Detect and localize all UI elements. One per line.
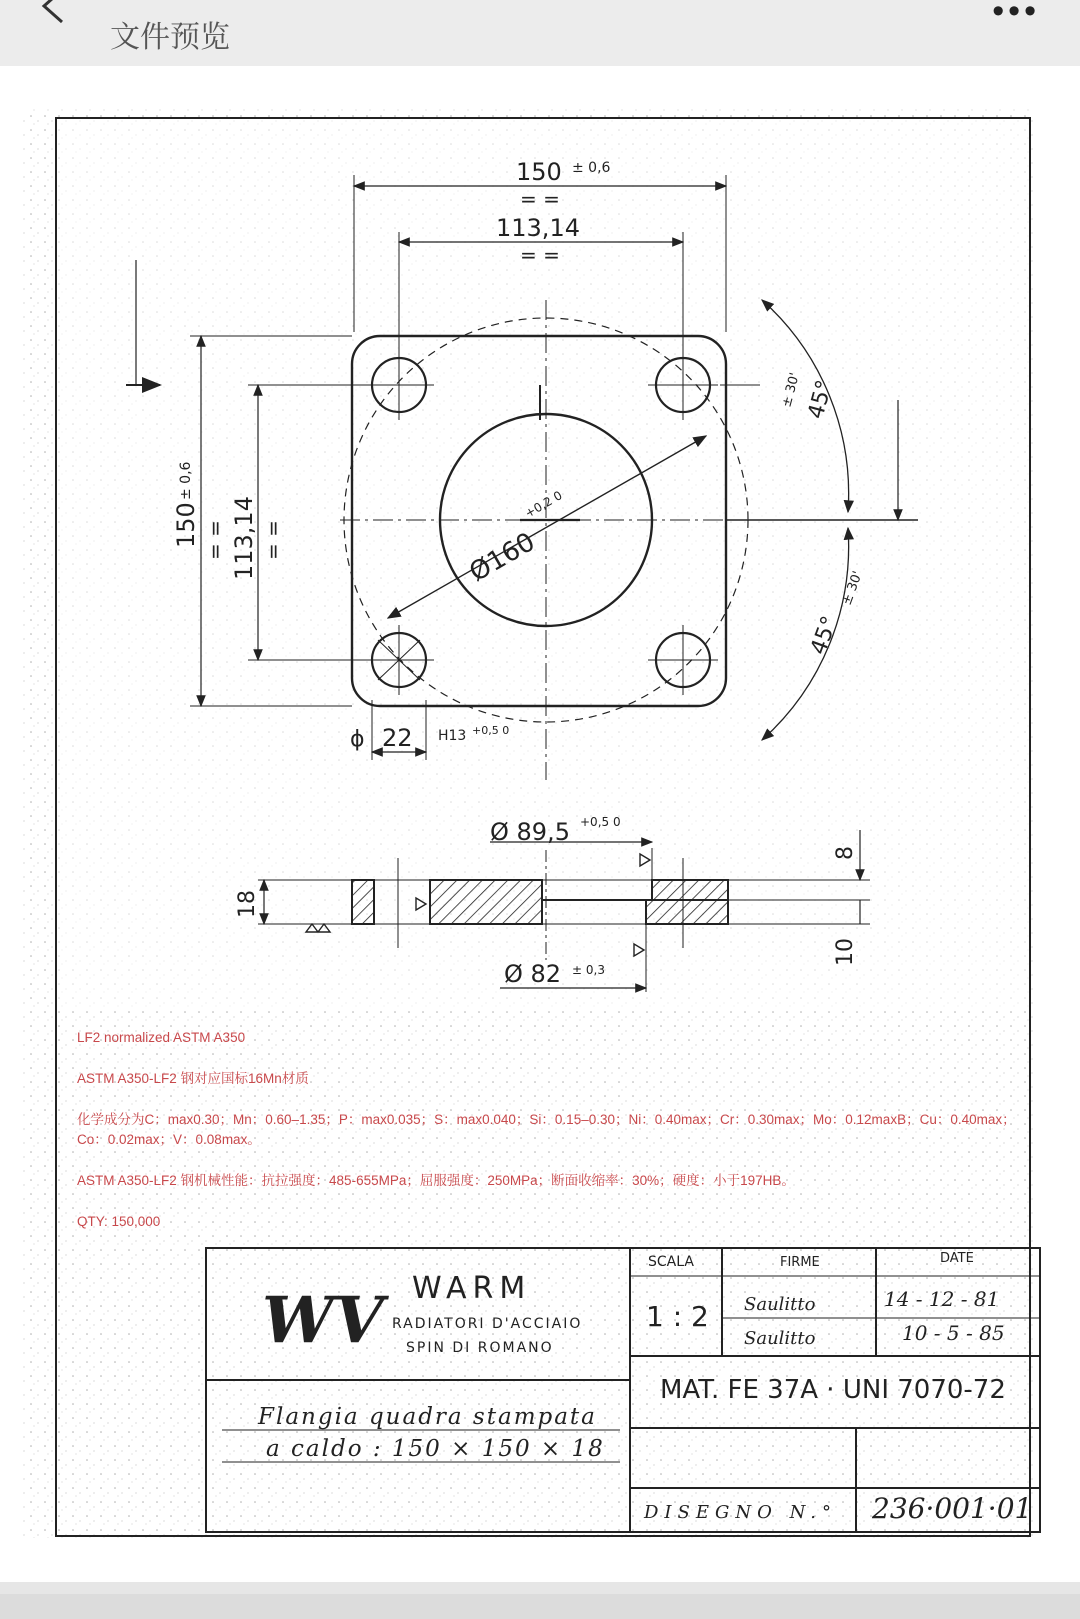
scala-label: SCALA [648, 1254, 694, 1270]
page-title: 文件预览 [110, 20, 230, 55]
dim-sec-bore2: Ø 82 [504, 960, 562, 988]
description-line1: Flangia quadra stampata [258, 1404, 597, 1430]
company-line1: RADIATORI D'ACCIAIO [392, 1316, 583, 1332]
dim-hole-prefix: ϕ [350, 727, 365, 752]
firme-label: FIRME [780, 1255, 820, 1270]
note-line: ASTM A350-LF2 钢对应国标16Mn材质 [77, 1071, 309, 1086]
dim-top-width: 150 [516, 158, 562, 186]
dim-hole-dia: 22 [382, 724, 413, 752]
note-line: 化学成分为C：max0.30；Mn：0.60–1.35；P：max0.035；S：max0.040；Si：0.15–0.30；Ni：0.40max；Cr：0.30max；Mo：0.12maxB；Cu：0.40max；Co：0.02max；V：0.08max。 [77, 1112, 1016, 1147]
dim-sec-bore1: Ø 89,5 [490, 818, 570, 846]
disegno-value: 236·001·01 [872, 1492, 1033, 1525]
date-label: DATE [940, 1251, 974, 1266]
dim-angle-top-tol: ± 30' [779, 371, 803, 410]
dim-angle-top: 45° [803, 377, 838, 422]
equal-mark: = = [520, 243, 560, 267]
firma-2: Saulitto [744, 1328, 816, 1349]
dim-angle-bottom-tol: ± 30' [839, 569, 866, 608]
dim-bore-tol: +0,2 0 [522, 488, 565, 521]
firma-1: Saulitto [744, 1294, 816, 1315]
company-name: WARM [412, 1271, 532, 1306]
dim-bore: Ø160 [464, 527, 541, 589]
disegno-label: DISEGNO N.° [644, 1502, 837, 1523]
equal-mark: = = [520, 187, 560, 211]
dim-hole-spacing-v: 113,14 [230, 496, 258, 580]
more-dots-icon[interactable]: ••• [992, 0, 1040, 30]
dim-angle-bottom: 45° [806, 612, 843, 659]
note-line: ASTM A350-LF2 钢机械性能：抗拉强度：485-655MPa；屈服强度：250MPa；断面收缩率：30%；硬度：小于197HB。 [77, 1173, 795, 1188]
dim-sec-10: 10 [833, 938, 858, 966]
scala-value: 1 : 2 [646, 1300, 709, 1333]
date-2: 10 - 5 - 85 [902, 1321, 1005, 1345]
dim-side-height: 150 [172, 502, 200, 548]
material-spec: MAT. FE 37A · UNI 7070-72 [660, 1375, 1006, 1405]
dim-sec-thick: 18 [235, 890, 260, 918]
equal-mark: = = [203, 520, 227, 560]
dim-side-height-tol: ± 0,6 [178, 461, 194, 500]
dim-hole-tol: H13 [438, 728, 467, 744]
material-notes [77, 1028, 1027, 1253]
dim-top-width-tol: ± 0,6 [572, 160, 611, 176]
dim-sec-bore1-tol: +0,5 0 [580, 815, 621, 829]
date-1: 14 - 12 - 81 [884, 1287, 1000, 1311]
company-line2: SPIN DI ROMANO [406, 1340, 554, 1356]
note-line: QTY: 150,000 [77, 1214, 161, 1229]
equal-mark: = = [261, 520, 285, 560]
description-line2: a caldo : 150 × 150 × 18 [266, 1436, 605, 1462]
dim-hole-spacing-h: 113,14 [496, 214, 580, 242]
dim-hole-tol-val: +0,5 0 [472, 724, 510, 737]
dim-sec-8: 8 [833, 846, 858, 860]
note-line: LF2 normalized ASTM A350 [77, 1030, 246, 1045]
dim-sec-bore2-tol: ± 0,3 [572, 963, 605, 977]
bottom-bar [0, 1594, 1080, 1619]
company-logo: WV [262, 1283, 384, 1358]
